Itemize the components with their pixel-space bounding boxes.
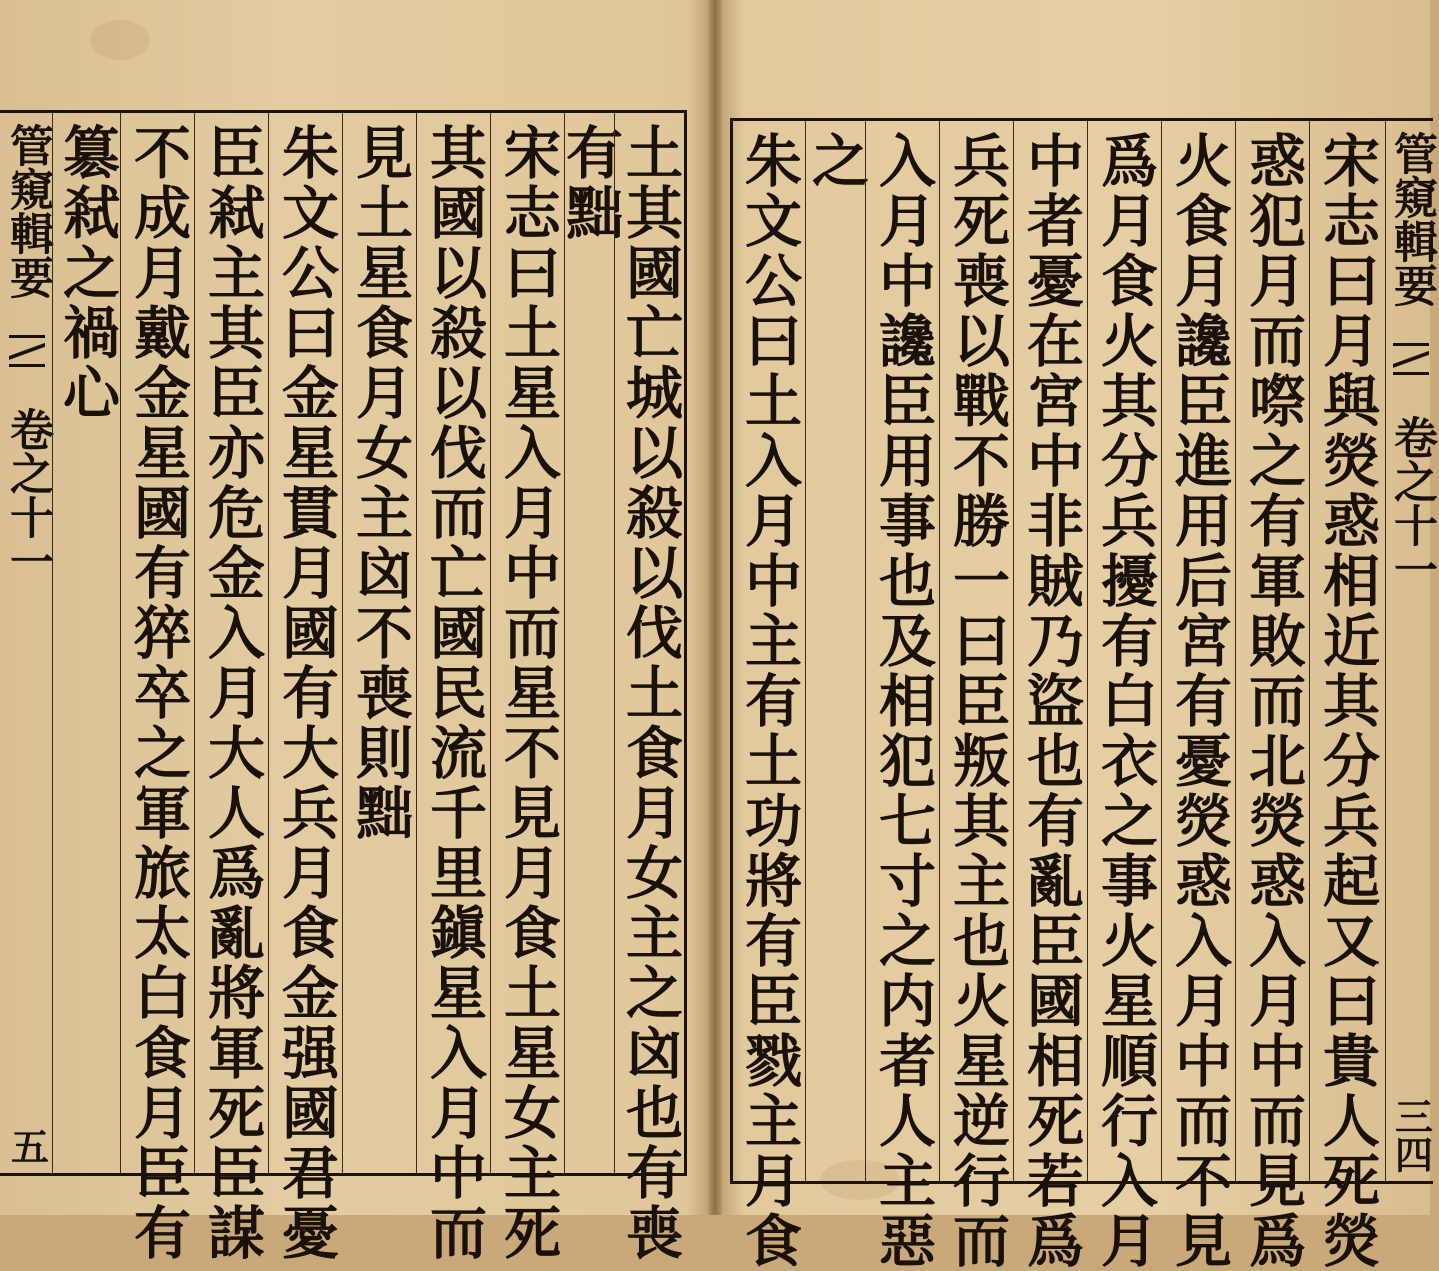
page-number: 三四 xyxy=(1388,1097,1434,1173)
page-number: 五 xyxy=(4,1127,50,1165)
text-column xyxy=(1161,121,1236,1271)
column-text: 宋志曰土星入月中而星不見月食土星女主死 xyxy=(494,123,562,1263)
column-text: 惑犯月而㗫之有軍敗而北熒惑入月中而見爲 xyxy=(1239,131,1307,1271)
column-text: 朱文公曰金星貫月國有大兵月食金强國君憂 xyxy=(272,123,340,1263)
right-page xyxy=(718,0,1437,1271)
text-column xyxy=(490,113,565,1263)
column-text: 朱文公曰土入月中主有土功將有臣戮主月食 xyxy=(735,131,803,1271)
text-column xyxy=(120,113,195,1263)
text-column xyxy=(268,113,343,1263)
fish-tail-ornament-icon xyxy=(9,335,45,367)
column-text: 臣弒主其臣亦危金入月大人爲亂將軍死臣謀 xyxy=(198,123,266,1263)
text-column xyxy=(1235,121,1310,1271)
text-column xyxy=(1087,121,1162,1271)
column-text: 有黜 xyxy=(556,123,624,243)
right-page-frame xyxy=(730,118,1437,1271)
text-column xyxy=(1309,121,1384,1271)
book-title: 管窺輯要 xyxy=(2,123,53,299)
right-page-margin xyxy=(1385,121,1436,1181)
book-title: 管窺輯要 xyxy=(1386,131,1437,307)
text-column xyxy=(556,113,624,1173)
column-text: 簒弒之禍心 xyxy=(53,123,121,423)
text-column xyxy=(802,121,870,1181)
left-page-margin xyxy=(2,113,52,1173)
text-column xyxy=(939,121,1014,1271)
column-text: 之 xyxy=(802,131,870,191)
column-text: 其國以殺以伐而亡國民流千里鎭星入月中而 xyxy=(420,123,488,1263)
text-column xyxy=(733,121,805,1271)
column-text: 土其國亡城以殺以伐土食月女主之㓙也有喪 xyxy=(616,123,684,1263)
column-text: 宋志曰月與熒惑相近其分兵起又曰貴人死熒 xyxy=(1313,131,1381,1271)
text-column xyxy=(614,113,685,1263)
text-column xyxy=(1013,121,1088,1271)
column-text: 爲月食火其分兵擾有白衣之事火星順行入月 xyxy=(1091,131,1159,1271)
column-text: 見土星食月女主㓙不喪則黜 xyxy=(346,123,414,843)
column-text: 兵死喪以戰不勝一曰臣叛其主也火星逆行而 xyxy=(943,131,1011,1271)
column-text: 火食月讒臣進用后宮有憂熒惑入月中而不見 xyxy=(1165,131,1233,1271)
fish-tail-ornament-icon xyxy=(1393,343,1429,375)
text-column xyxy=(52,113,121,1173)
juan-number: 卷之十一 xyxy=(2,407,53,583)
juan-number: 卷之十一 xyxy=(1386,415,1437,591)
column-text: 入月中讒臣用事也及相犯七寸之内者人主惡 xyxy=(869,131,937,1271)
left-page-frame xyxy=(0,110,687,1263)
left-page xyxy=(0,0,712,1263)
text-column xyxy=(342,113,417,1173)
text-column xyxy=(865,121,940,1271)
text-column xyxy=(194,113,269,1263)
column-text: 不成月戴金星國有猝卒之軍旅太白食月臣有 xyxy=(124,123,192,1263)
text-column xyxy=(416,113,491,1263)
column-text: 中者憂在宮中非賊乃盜也有亂臣國相死若爲 xyxy=(1017,131,1085,1271)
